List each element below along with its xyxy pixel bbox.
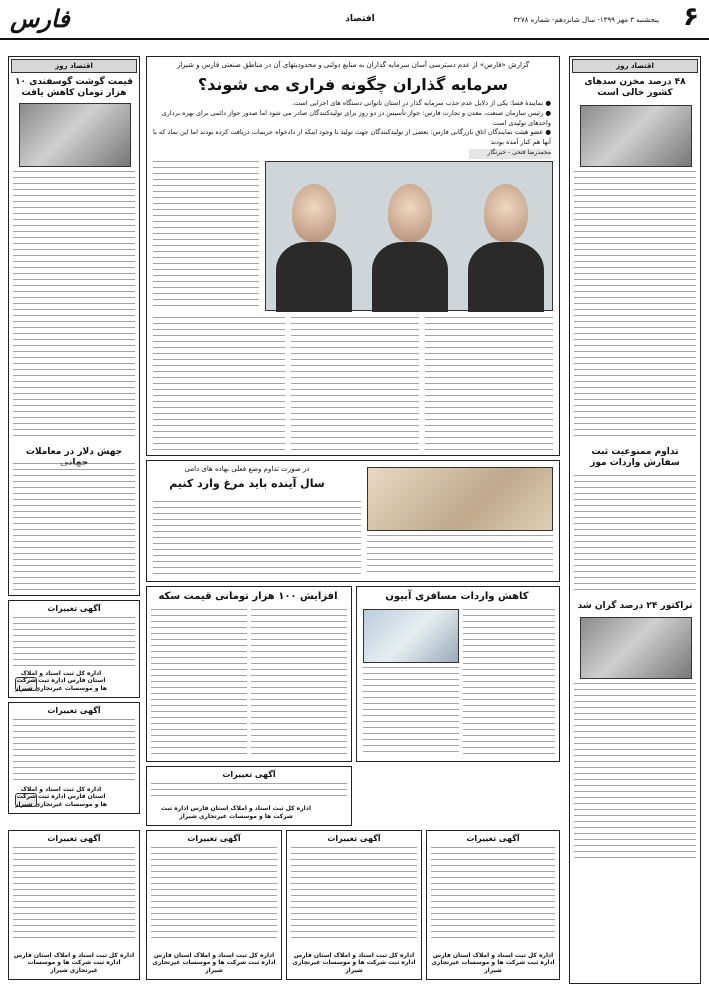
right-headline-tractor: تراکتور ۲۴ درصد گران شد xyxy=(577,601,693,611)
ad-footer: اداره کل ثبت اسناد و املاک استان فارس اداره ثبت شرکت ها و موسسات غیرتجاری شیراز xyxy=(15,785,107,809)
bottom-headline-1: کاهش واردات مسافری آبیون xyxy=(385,591,529,602)
ad-6 xyxy=(286,830,422,980)
byline: محمدرضا فتحی - خبرنگار xyxy=(469,149,551,159)
ad-footer: اداره کل ثبت اسناد و املاک استان فارس اداره ثبت شرکت ها و موسسات غیرتجاری شیراز xyxy=(152,951,276,975)
bottom-headline-2: افزایش ۱۰۰ هزار تومانی قیمت سکه xyxy=(158,591,338,602)
ad-5 xyxy=(146,830,282,980)
bottom-photo-1 xyxy=(363,609,459,663)
ad-title: آگهی تغییرات xyxy=(187,834,241,843)
ad-title: آگهی تغییرات xyxy=(466,834,520,843)
ad-title: آگهی تغییرات xyxy=(47,604,101,613)
main-bullets xyxy=(153,99,551,148)
chicken-photo xyxy=(367,467,553,531)
ad-footer: اداره کل ثبت اسناد و املاک استان فارس اداره ثبت شرکت ها و موسسات غیرتجاری شیراز xyxy=(161,805,311,821)
ad-2 xyxy=(8,702,140,814)
ad-4 xyxy=(8,830,140,980)
left-column xyxy=(8,56,140,596)
chicken-story xyxy=(146,460,560,582)
left-headline-meat: قیمت گوشت گوسفندی ۱۰ هزار تومان کاهش یافت xyxy=(14,77,134,99)
ad-7 xyxy=(426,830,560,980)
section-title: اقتصاد xyxy=(345,14,375,24)
bullet-3: ● عضو هیئت نمایندگان اتاق بازرگانی فارس: بعضی از تولیدکنندگان جهت تولید با وجود اینکه از دادخواه جریمات دریافت کرده بودند اما این نماد که با آنها هم کنار آمده بودند xyxy=(153,128,551,146)
portraits-photo xyxy=(265,161,553,311)
chicken-kicker: در صورت تداوم وضع فعلی نهاده های دامی xyxy=(184,465,310,473)
main-story xyxy=(146,56,560,456)
ad-footer: اداره کل ثبت اسناد و املاک استان فارس اداره ثبت شرکت ها و موسسات غیرتجاری شیراز xyxy=(292,951,416,975)
ad-1 xyxy=(8,600,140,698)
masthead-logo: فارس xyxy=(10,4,70,33)
bullet-1: ● نمایندهٔ فسا: یکی از دلایل عدم جذب سرمایه گذار در استان ناتوانی دستگاه های اجرایی است. xyxy=(291,99,551,107)
right-column xyxy=(569,56,701,984)
chicken-headline: سال آینده باید مرغ وارد کنیم xyxy=(169,477,325,490)
right-headline-banana: تداوم ممنوعیت ثبت سفارش واردات موز xyxy=(590,447,680,469)
left-headline-dollar: جهش دلار در معاملات xyxy=(25,447,123,457)
bottom-story-1 xyxy=(356,586,560,762)
ad-3 xyxy=(146,766,352,826)
meat-photo xyxy=(19,103,131,167)
ad-footer: اداره کل ثبت اسناد و املاک استان فارس اداره ثبت شرکت ها و موسسات غیرتجاری شیراز xyxy=(13,951,135,975)
dateline: پنجشنبه ۳ مهر ۱۳۹۹- سال شانزدهم- شماره ۳۲۷۸ xyxy=(513,16,659,24)
bullet-2: ● رئیس سازمان صنعت، معدن و تجارت فارس: جواز تأسیس در دو روز برای تولیدکنندگان صادر می شود اما صدور جواز دائمی برای بهره برداری واحدهای تولیدی است xyxy=(161,108,551,127)
ad-title: آگهی تغییرات xyxy=(47,834,101,843)
right-headline-dams: ۴۸ درصد مخزن سدهای کشور خالی است xyxy=(584,77,686,99)
page-number: ۶ xyxy=(683,2,699,32)
main-kicker: گزارش «فارس» از عدم دسترسی آسان سرمایه گذاران به منابع دولتی و محدودیتهای آن در مناطق صنعتی فارس و شیراز xyxy=(176,61,530,69)
ad-title: آگهی تغییرات xyxy=(327,834,381,843)
ad-footer: اداره کل ثبت اسناد و املاک استان فارس اداره ثبت شرکت ها و موسسات غیرتجاری شیراز xyxy=(431,951,555,975)
tractor-photo xyxy=(580,617,692,679)
ad-title: آگهی تغییرات xyxy=(222,770,276,779)
dam-photo xyxy=(580,105,692,167)
bottom-story-2 xyxy=(146,586,352,762)
ad-footer: اداره کل ثبت اسناد و املاک استان فارس اداره ثبت شرکت ها و موسسات غیرتجاری شیراز xyxy=(15,669,107,693)
main-headline: سرمایه گذاران چگونه فراری می شوند؟ xyxy=(197,75,509,94)
page-header xyxy=(0,0,709,40)
ad-title: آگهی تغییرات xyxy=(47,706,101,715)
left-column-label: اقتصاد روز xyxy=(11,59,137,73)
right-column-label: اقتصاد روز xyxy=(572,59,698,73)
